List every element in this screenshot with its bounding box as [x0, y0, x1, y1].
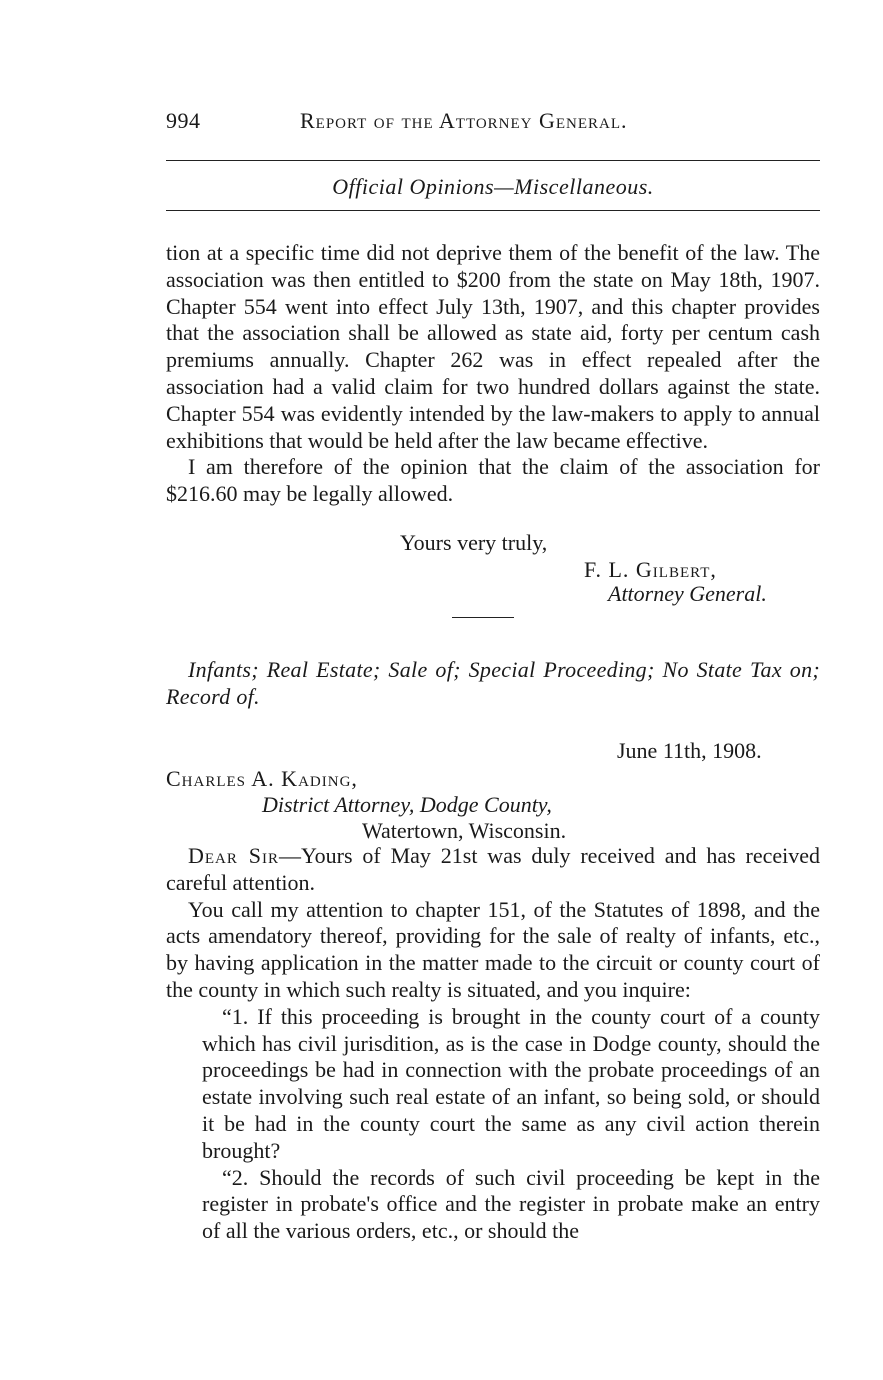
- addressee-title: District Attorney, Dodge County,: [262, 792, 552, 817]
- salutation-rest: —Yours of May 21st was duly received and has received careful attention.: [166, 843, 821, 895]
- inquiry-paragraph: You call my attention to chapter 151, of the Statutes of 1898, and the acts amendatory thereof, providing for the sale of realty of infants, etc., by having application in the matter made to the circuit or county court of the county in which such realty is situated, and you inquire:: [166, 896, 820, 1002]
- opinion-2-body: [166, 843, 820, 1245]
- question-2: “2. Should the records of such civil proceeding be kept in the register in probate's office and the register in probate make an entry of all the various orders, etc., or should the: [202, 1164, 820, 1244]
- section-heading: Official Opinions—Miscellaneous.: [332, 174, 654, 199]
- signer-title: Attorney General.: [608, 581, 767, 606]
- opinion-1-body: [166, 240, 820, 508]
- header-rule-bottom: [166, 210, 820, 211]
- addressee-name: Charles A. Kading,: [166, 766, 358, 791]
- opinion-2-subject: [166, 656, 820, 710]
- subject-line: Infants; Real Estate; Sale of; Special Proceeding; No State Tax on; Record of.: [166, 657, 820, 709]
- page-number: 994: [166, 108, 201, 133]
- letter-date: June 11th, 1908.: [617, 738, 762, 763]
- report-title: Report of the Attorney General.: [300, 108, 628, 133]
- running-head: [166, 108, 820, 138]
- section-separator: [452, 617, 514, 618]
- salutation: Dear Sir: [188, 843, 279, 868]
- signer-name: F. L. Gilbert,: [584, 557, 717, 582]
- addressee-location: Watertown, Wisconsin.: [362, 818, 567, 843]
- header-rule-top: [166, 160, 820, 161]
- question-1: “1. If this proceeding is brought in the county court of a county which has civil jurisdition, as is the case in Dodge county, should the proceedings be had in connection with the probate proceedings of an estate involving such real estate of an infant, so being sold, or should it be had in the county court the same as any civil action therein brought?: [202, 1003, 820, 1163]
- continued-paragraph: tion at a specific time did not deprive them of the benefit of the law. The association was then entitled to $200 from the state on May 18th, 1907. Chapter 554 went into effect July 13th, 1907, and this chapter provides that the association shall be allowed as state aid, forty per centum cash premiums annually. Chapter 262 was in effect repealed after the association had a valid claim for two hundred dollars against the state. Chapter 554 was evidently intended by the law-makers to apply to annual exhibitions that would be held after the law became effective.: [166, 240, 820, 453]
- salutation-paragraph: [166, 843, 820, 897]
- closing-phrase: Yours very truly,: [400, 530, 548, 555]
- conclusion-paragraph: I am therefore of the opinion that the claim of the association for $216.60 may be legally allowed.: [166, 454, 820, 507]
